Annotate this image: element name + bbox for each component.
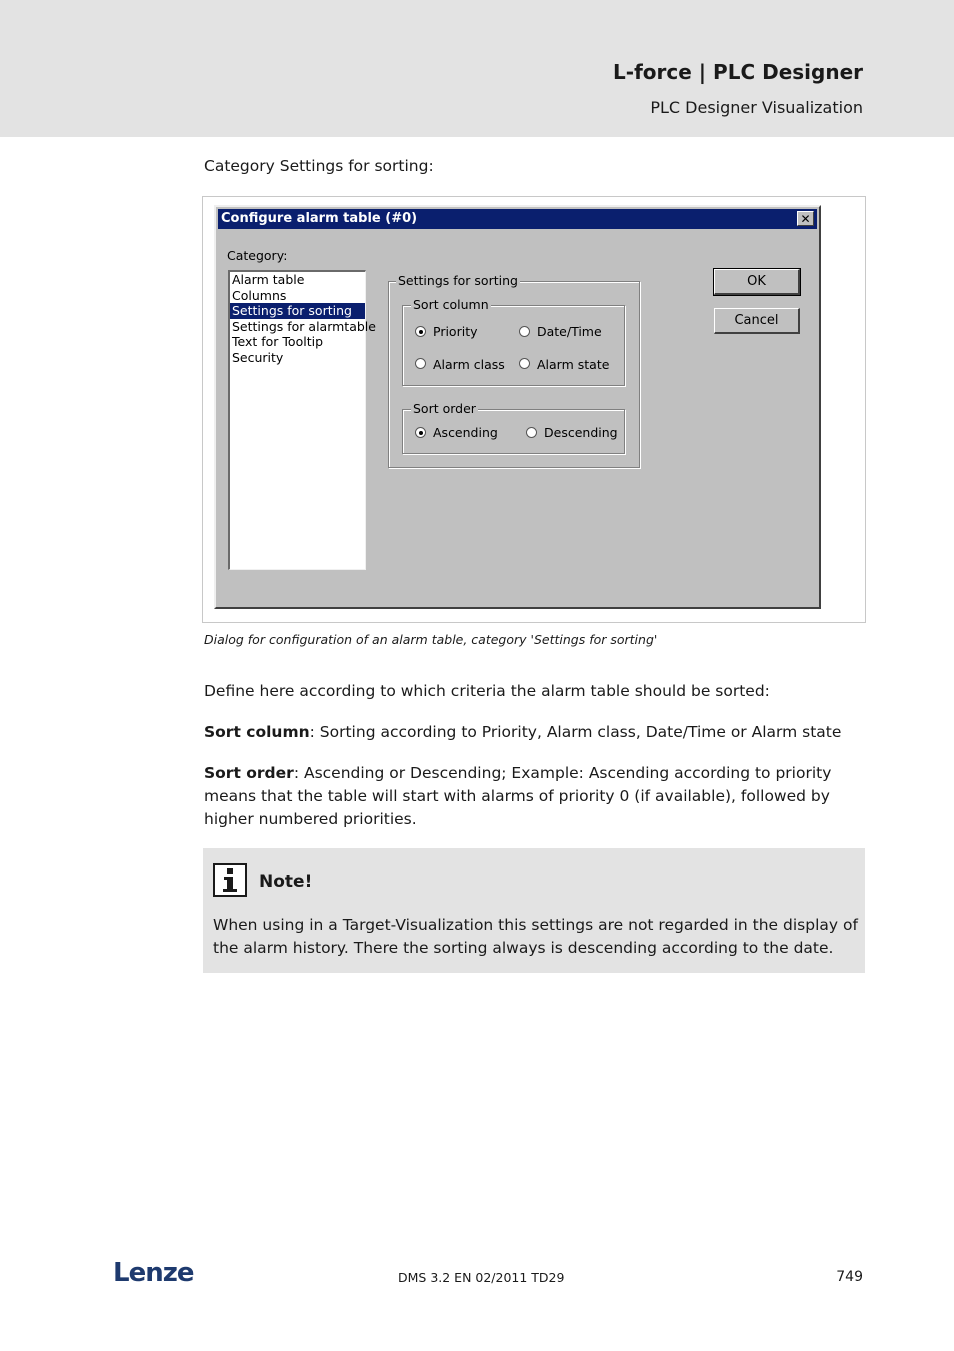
dialog-title: Configure alarm table (#0) xyxy=(221,211,418,226)
sort-order-term: Sort order xyxy=(204,764,294,782)
lenze-logo: Lenze xyxy=(113,1258,194,1288)
radio-descending-label: Descending xyxy=(544,425,618,440)
radio-descending[interactable] xyxy=(526,427,537,438)
header-brand: L-force | PLC Designer xyxy=(613,60,863,84)
sort-column-groupbox xyxy=(402,305,625,386)
radio-alarm-class-label: Alarm class xyxy=(433,357,505,372)
sort-order-text: : Ascending or Descending; Example: Ascending according to priority means that the table will start with alarms of priority 0 (if available), followed by higher numbered priorities. xyxy=(204,764,832,828)
radio-alarm-state[interactable] xyxy=(519,358,530,369)
intro-text: Category Settings for sorting: xyxy=(204,157,434,175)
list-item[interactable]: Alarm table xyxy=(232,272,305,287)
close-button[interactable] xyxy=(797,211,814,226)
footer-doc-id: DMS 3.2 EN 02/2011 TD29 xyxy=(398,1270,565,1285)
define-paragraph: Define here according to which criteria the alarm table should be sorted: xyxy=(204,682,770,700)
radio-checked-dot xyxy=(419,330,423,334)
sort-order-paragraph xyxy=(204,762,869,831)
note-box xyxy=(203,848,865,973)
page-header xyxy=(0,0,954,137)
note-body: When using in a Target-Visualization this settings are not regarded in the display of the alarm history. There the sorting always is descending according to the date. xyxy=(213,916,858,957)
page-number: 749 xyxy=(836,1269,863,1285)
note-title: Note! xyxy=(259,872,313,892)
figure-caption: Dialog for configuration of an alarm table, category 'Settings for sorting' xyxy=(204,632,658,647)
info-icon xyxy=(213,863,247,897)
ok-button[interactable]: OK xyxy=(714,269,800,295)
header-subtitle: PLC Designer Visualization xyxy=(650,98,863,117)
sort-column-paragraph xyxy=(204,721,869,744)
radio-ascending-label: Ascending xyxy=(433,425,498,440)
radio-date-time-label: Date/Time xyxy=(537,324,602,339)
sort-column-term: Sort column xyxy=(204,723,310,741)
radio-alarm-class[interactable] xyxy=(415,358,426,369)
radio-priority-label: Priority xyxy=(433,324,478,339)
list-item-selected[interactable]: Settings for sorting xyxy=(230,303,365,319)
list-item[interactable]: Settings for alarmtable xyxy=(232,318,376,334)
radio-date-time[interactable] xyxy=(519,326,530,337)
dialog-titlebar xyxy=(218,209,817,229)
list-item[interactable]: Security xyxy=(232,349,284,365)
radio-ascending[interactable] xyxy=(415,427,426,438)
radio-alarm-state-label: Alarm state xyxy=(537,357,610,372)
list-item[interactable]: Text for Tooltip xyxy=(232,334,324,350)
radio-priority[interactable] xyxy=(415,326,426,337)
radio-checked-dot xyxy=(419,431,423,435)
cancel-button[interactable]: Cancel xyxy=(714,308,800,334)
sort-column-text: : Sorting according to Priority, Alarm class, Date/Time or Alarm state xyxy=(309,723,842,741)
category-label: Category: xyxy=(227,248,288,263)
configure-alarm-table-dialog xyxy=(214,205,821,609)
sort-order-label: Sort order xyxy=(413,401,476,416)
category-listbox[interactable] xyxy=(228,270,376,570)
close-icon: ✕ xyxy=(800,212,811,226)
sort-column-label: Sort column xyxy=(413,297,489,312)
list-item[interactable]: Columns xyxy=(232,287,287,303)
settings-group-label: Settings for sorting xyxy=(398,273,518,288)
